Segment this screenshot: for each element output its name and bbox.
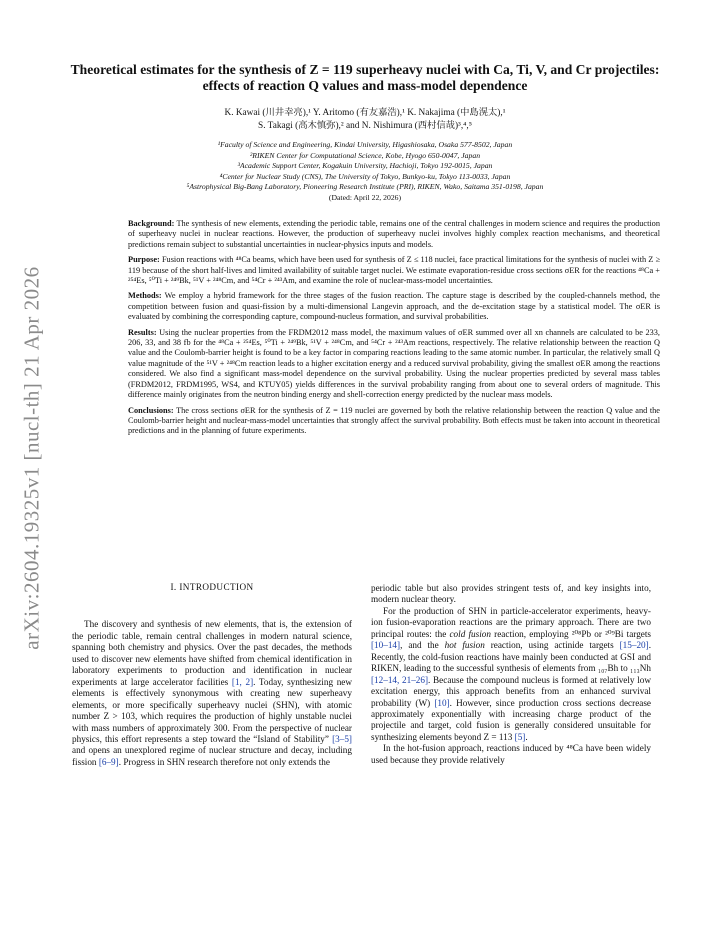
- abstract-purpose: [128, 255, 660, 286]
- intro-text-d: . Progress in SHN research therefore not only extends the: [118, 756, 330, 767]
- purpose-text: Fusion reactions with ⁴⁸Ca beams, which have been used for synthesis of Z ≤ 118 nuclei, face practical limitations for the synthesis of nuclei with Z ≥ 119 because of the short half-lives and limited availability of suitable target nuclei. We estimate evaporation-residue cross sections σER for the reactions ⁴⁸Ca + ²⁵⁴Es, ⁵⁰Ti + ²⁴⁹Bk, ⁵¹V + ²⁴⁸Cm, and ⁵⁴Cr + ²⁴³Am, and examine the role of nuclear-mass-model uncertainties.: [128, 255, 660, 286]
- author-line-2: S. Takagi (高木慎弥),² and N. Nishimura (西村信哉)³,⁴,⁵: [258, 120, 472, 131]
- left-column: [72, 582, 352, 768]
- intro-paragraph-3: In the hot-fusion approach, reactions induced by ⁴⁸Ca have been widely used because they provide relatively: [371, 743, 651, 765]
- conclusions-text: The cross sections σER for the synthesis of Z = 119 nuclei are governed by both the relative relationship between the reaction Q value and the Coulomb-barrier height and nuclear-mass-model uncertainties that strongly affect the survival probability. Both effects must be taken into account in theoretical predictions and in the planning of future experiments.: [128, 405, 660, 436]
- intro-paragraph-1: [72, 619, 352, 768]
- p2-text-g: . However, since production cross sections decrease approximately exponentially with increasing charge product of the projectile and target, cold fusion is generally considered unsuitable for synthesizing elements beyond Z = 113: [371, 697, 652, 742]
- citation-link[interactable]: [12–14, 21–26]: [371, 674, 429, 685]
- citation-link[interactable]: [3–5]: [332, 733, 352, 744]
- abstract-results: [128, 328, 660, 401]
- paper-title: Theoretical estimates for the synthesis of Z = 119 superheavy nuclei with Ca, Ti, V, and Cr projectiles: effects of reaction Q values and mass-model dependence: [70, 62, 660, 93]
- cold-fusion-term: cold fusion: [449, 628, 491, 639]
- abstract-background: [128, 219, 660, 250]
- intro-paragraph-2: [371, 606, 651, 743]
- p2-text-e: . Recently, the cold-fusion reactions have mainly been conducted at GSI and RIKEN, leading to the successful synthesis of elements from ₁₀₇Bh to ₁₁₃Nh: [371, 640, 651, 674]
- arxiv-identifier-text: arXiv:2604.19325v1 [nucl-th] 21 Apr 2026: [19, 266, 44, 650]
- affiliation-3: ³Academic Support Center, Kogakuin University, Hachioji, Tokyo 192-0015, Japan: [237, 161, 493, 170]
- citation-link[interactable]: [15–20]: [619, 640, 649, 651]
- background-label: Background:: [128, 219, 175, 228]
- abstract-methods: [128, 291, 660, 322]
- citation-link[interactable]: [10]: [434, 697, 450, 708]
- p2-text-h: .: [525, 731, 528, 742]
- abstract: [128, 219, 660, 442]
- author-line-1: K. Kawai (川井幸亮),¹ Y. Aritomo (有友嘉浩),¹ K. Nakajima (中島滉太),¹: [224, 108, 506, 118]
- methods-text: We employ a hybrid framework for the three stages of the fusion reaction. The capture stage is described by the coupled-channels method, the competition between fusion and quasi-fission by a multi-dimensional Langevin approach, and the de-excitation stage by a statistical model. The σER is evaluated by combining the corresponding capture, compound-nucleus formation, and survival probabilities.: [128, 291, 660, 322]
- p2-text-c: , and the: [400, 640, 445, 651]
- affiliation-1: ¹Faculty of Science and Engineering, Kindai University, Higashiosaka, Osaka 577-8502, Japan: [217, 140, 513, 149]
- p2-text-b: reaction, employing ²⁰⁸Pb or ²⁰⁹Bi targets: [490, 628, 651, 639]
- intro-text-a: The discovery and synthesis of new elements, that is, the extension of the periodic table, remain central challenges in modern natural science, spanning both chemistry and physics. Over the past decades, the methods used to discover new elements have shifted from chemical identification in laboratory experiments to production and identification in nuclear experiments at large accelerator facilities: [72, 619, 352, 687]
- intro-text-c: and opens an unexplored regime of nuclear structure and decay, including fission: [72, 745, 352, 767]
- citation-link[interactable]: [5]: [514, 731, 526, 742]
- background-text: The synthesis of new elements, extending the periodic table, remains one of the central challenges in modern science and requires the production of superheavy nuclei in nuclear reactions. However, the production of superheavy nuclei involves highly complex reaction mechanisms, and theoretical predictions remain subject to substantial uncertainties in nuclear-physics inputs and models.: [128, 219, 660, 249]
- results-label: Results:: [128, 327, 157, 337]
- abstract-conclusions: [128, 406, 660, 437]
- p2-text-f: . Because the compound nucleus is formed at relatively low excitation energy, this approach benefits from an enhanced survival probability (W): [371, 674, 651, 708]
- conclusions-label: Conclusions:: [128, 405, 174, 415]
- methods-label: Methods:: [128, 291, 162, 301]
- affiliation-4: ⁴Center for Nuclear Study (CNS), The University of Tokyo, Bunkyo-ku, Tokyo 113-0033, Japan: [219, 171, 511, 181]
- p2-text-a: For the production of SHN in particle-accelerator experiments, heavy-ion fusion-evaporation reactions are the primary approach. There are two principal routes: the: [371, 605, 651, 639]
- results-text: Using the nuclear properties from the FRDM2012 mass model, the maximum values of σER summed over all xn channels are calculated to be 233, 206, 33, and 38 fb for the ⁴⁸Ca + ²⁵⁴Es, ⁵⁰Ti + ²⁴⁹Bk, ⁵¹V + ²⁴⁸Cm, and ⁵⁴Cr + ²⁴³Am reactions, respectively. The relative relationship between the reaction Q value and the Coulomb-barrier height is found to be a key factor in comparing reactions leading to the same atomic number. In particular, the relatively small Q value magnitude of the ⁵¹V + ²⁴⁸Cm reaction leads to a higher excitation energy and a reduced survival probability, giving the smallest σER among the reactions considered. We also find a significant mass-model dependence on the survival probability. Using the nuclear properties predicted by several mass tables (FRDM2012, FRDM1995, WS4, and KTUY05) yields differences in the survival probability ranging from about one to several orders of magnitude. This difference mainly originates from the neutron binding energy and shell-correction energy predicted by the nuclear mass models.: [128, 327, 661, 400]
- date-line: (Dated: April 22, 2026): [328, 192, 402, 202]
- affiliation-5: ⁵Astrophysical Big-Bang Laboratory, Pioneering Research Institute (PRI), RIKEN, Wako, Saitama 351-0198, Japan: [186, 182, 544, 191]
- section-heading: I. INTRODUCTION: [170, 582, 254, 592]
- citation-link[interactable]: [6–9]: [98, 756, 119, 767]
- arxiv-identifier: [14, 258, 50, 658]
- intro-text-b: . Today, synthesizing new elements is effectively synonymous with creating new superheavy elements, or more specifically superheavy nuclei (SHN), with atomic number Z > 103, which requires the production of highly unstable nuclei with mass numbers of approximately 300. From the perspective of nuclear physics, this effort represents a step toward the “Island of Stability”: [72, 676, 352, 744]
- affiliation-2: ²RIKEN Center for Computational Science, Kobe, Hyogo 650-0047, Japan: [249, 150, 481, 160]
- purpose-label: Purpose:: [128, 255, 160, 265]
- hot-fusion-term: hot fusion: [444, 640, 485, 651]
- author-list: [80, 107, 650, 132]
- citation-link[interactable]: [1, 2]: [231, 676, 254, 687]
- p2-text-d: reaction, using actinide targets: [484, 640, 620, 651]
- affiliation-list: [60, 140, 670, 203]
- right-column: [371, 583, 651, 766]
- citation-link[interactable]: [10–14]: [371, 640, 401, 651]
- intro-continuation: periodic table but also provides stringent tests of, and key insights into, modern nuclear theory.: [371, 583, 651, 605]
